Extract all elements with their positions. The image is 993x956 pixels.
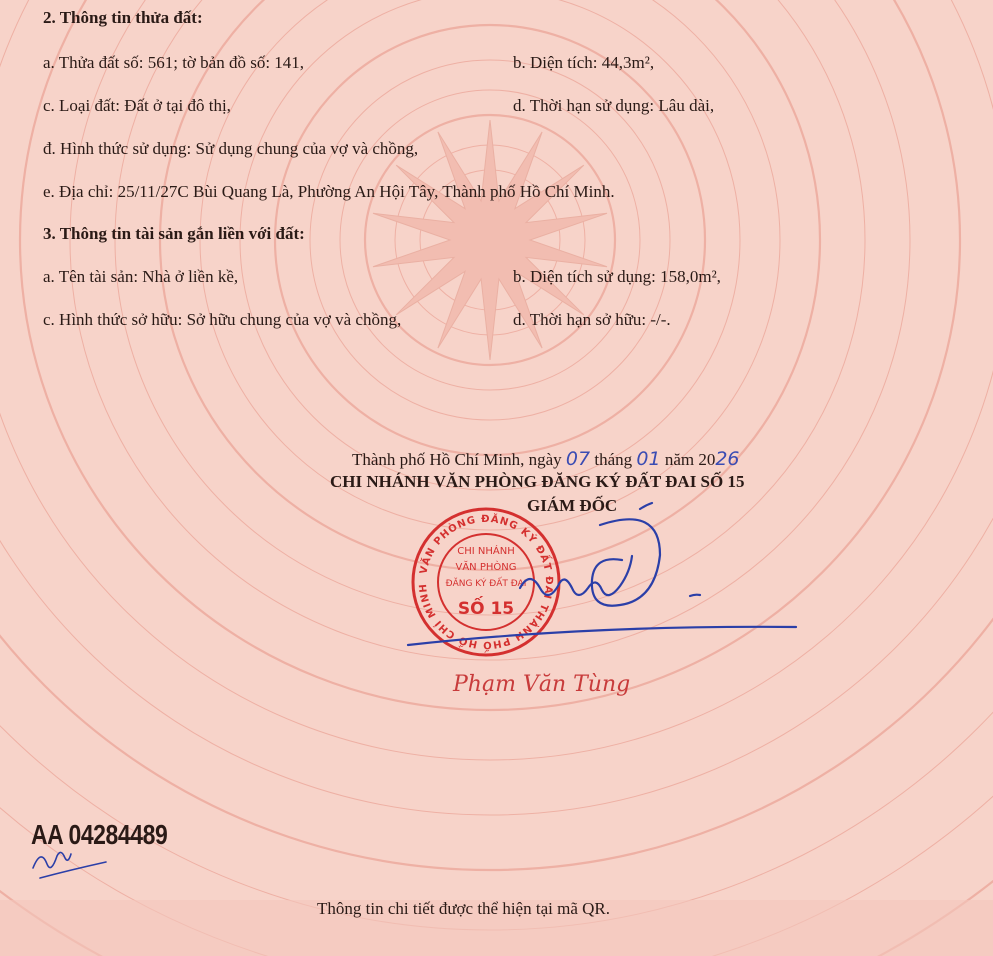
issuing-office: CHI NHÁNH VĂN PHÒNG ĐĂNG KÝ ĐẤT ĐAI SỐ 15 <box>330 472 745 491</box>
date-month-label: tháng <box>594 450 633 469</box>
signer-name: Phạm Văn Tùng <box>453 672 631 697</box>
land-address: e. Địa chỉ: 25/11/27C Bùi Quang Là, Phường An Hội Tây, Thành phố Hồ Chí Minh. <box>43 182 615 201</box>
svg-text:SỐ 15: SỐ 15 <box>457 599 515 619</box>
ownership-term: d. Thời hạn sở hữu: -/-. <box>513 310 671 329</box>
issue-date-line <box>352 450 740 469</box>
land-area: b. Diện tích: 44,3m², <box>513 53 655 72</box>
svg-text:VĂN PHÒNG ĐĂNG KÝ ĐẤT ĐAI THÀN: VĂN PHÒNG ĐĂNG KÝ ĐẤT ĐAI THÀNH PHỐ HỒ CHÍ MINH <box>417 513 555 651</box>
date-month: 01 <box>636 448 661 470</box>
date-year-label: năm 20 <box>664 450 716 469</box>
svg-text:VĂN PHÒNG: VĂN PHÒNG <box>455 562 517 573</box>
ownership-form: c. Hình thức sở hữu: Sở hữu chung của vợ và chồng, <box>43 310 402 329</box>
asset-info-heading: 3. Thông tin tài sản gắn liền với đất: <box>43 224 305 243</box>
land-use-form: đ. Hình thức sử dụng: Sử dụng chung của vợ và chồng, <box>43 139 419 158</box>
land-info-heading: 2. Thông tin thửa đất: <box>43 8 203 27</box>
land-type: c. Loại đất: Đất ở tại đô thị, <box>43 96 231 115</box>
parcel-number: a. Thửa đất số: 561; tờ bản đồ số: 141, <box>43 53 305 72</box>
signer-title: GIÁM ĐỐC <box>527 496 618 515</box>
land-use-term: d. Thời hạn sử dụng: Lâu dài, <box>513 96 715 115</box>
asset-usable-area: b. Diện tích sử dụng: 158,0m², <box>513 267 721 286</box>
certificate-serial-number: AA 04284489 <box>31 819 168 850</box>
qr-info-note: Thông tin chi tiết được thể hiện tại mã QR. <box>317 899 610 918</box>
svg-text:ĐĂNG KÝ ĐẤT ĐAI: ĐĂNG KÝ ĐẤT ĐAI <box>445 579 527 589</box>
date-year-suffix: 26 <box>715 448 740 470</box>
date-day: 07 <box>565 448 591 470</box>
svg-text:CHI NHÁNH: CHI NHÁNH <box>457 546 515 557</box>
date-prefix: Thành phố Hồ Chí Minh, ngày <box>352 450 562 469</box>
asset-name: a. Tên tài sản: Nhà ở liền kề, <box>43 267 239 286</box>
